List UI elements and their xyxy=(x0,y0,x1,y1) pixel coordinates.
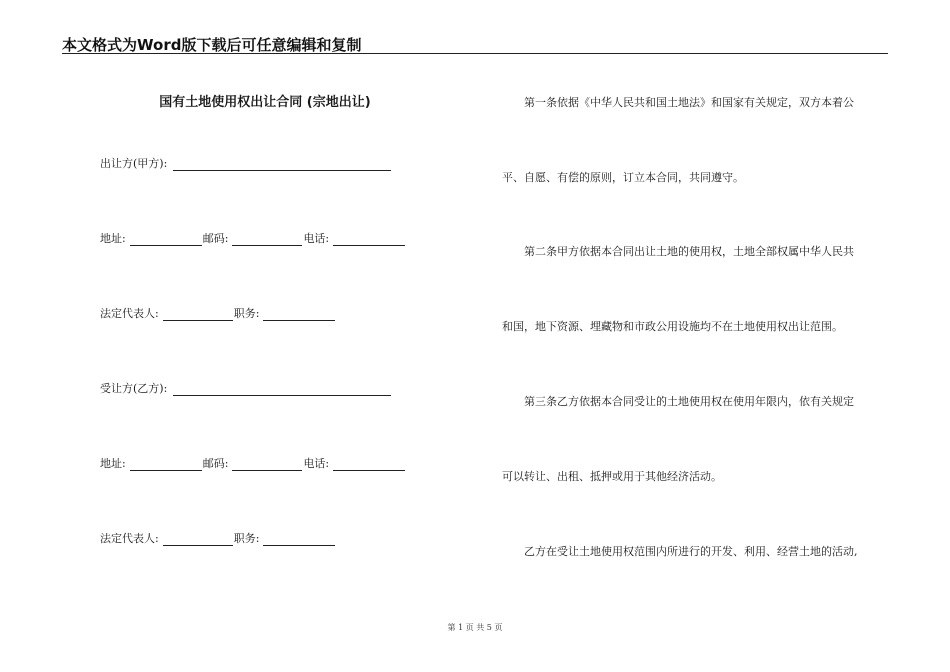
party-b-name-label: 受让方(乙方): xyxy=(100,382,168,395)
party-b-phone-label: 电话: xyxy=(303,457,330,470)
party-b-address-blank xyxy=(130,458,202,471)
party-b-postcode-blank xyxy=(232,458,302,471)
party-b-rep-row xyxy=(100,530,336,546)
paragraph-line: 第二条甲方依据本合同出让土地的使用权，土地全部权属中华人民共 xyxy=(524,245,854,258)
party-a-address-label: 地址: xyxy=(100,232,126,245)
party-b-contact-row xyxy=(100,455,406,471)
document-title: 国有土地使用权出让合同 (宗地出让) xyxy=(159,95,371,110)
party-a-rep-blank xyxy=(163,308,233,321)
party-b-title-blank xyxy=(263,533,335,546)
party-a-rep-label: 法定代表人: xyxy=(100,307,159,320)
party-a-title-label: 职务: xyxy=(233,307,260,320)
party-b-name-row xyxy=(100,380,392,396)
party-a-title-blank xyxy=(263,308,335,321)
paragraph-line: 平、自愿、有偿的原则，订立本合同，共同遵守。 xyxy=(502,171,744,184)
header-title: 本文格式为Word版下载后可任意编辑和复制 xyxy=(62,36,362,54)
party-b-name-blank xyxy=(173,383,391,396)
party-a-address-blank xyxy=(130,233,202,246)
paragraph-line: 和国，地下资源、埋藏物和市政公用设施均不在土地使用权出让范围。 xyxy=(502,320,843,333)
party-a-name-label: 出让方(甲方): xyxy=(100,157,168,170)
paragraph-line: 第三条乙方依据本合同受让的土地使用权在使用年限内，依有关规定 xyxy=(524,395,854,408)
party-b-phone-blank xyxy=(333,458,405,471)
party-b-rep-blank xyxy=(163,533,233,546)
paragraph-line: 乙方在受让土地使用权范围内所进行的开发、利用、经营土地的活动, xyxy=(524,545,858,558)
party-a-contact-row xyxy=(100,230,406,246)
party-b-rep-label: 法定代表人: xyxy=(100,532,159,545)
party-a-postcode-label: 邮码: xyxy=(202,232,229,245)
page-footer: 第 1 页 共 5 页 xyxy=(447,623,503,632)
party-b-postcode-label: 邮码: xyxy=(202,457,229,470)
party-b-address-label: 地址: xyxy=(100,457,126,470)
paragraph-line: 可以转让、出租、抵押或用于其他经济活动。 xyxy=(502,470,722,483)
party-a-name-row xyxy=(100,155,392,171)
party-a-phone-label: 电话: xyxy=(303,232,330,245)
party-a-postcode-blank xyxy=(232,233,302,246)
party-a-name-blank xyxy=(173,158,391,171)
party-a-phone-blank xyxy=(333,233,405,246)
party-a-rep-row xyxy=(100,305,336,321)
party-b-title-label: 职务: xyxy=(233,532,260,545)
header-rule xyxy=(62,53,888,54)
paragraph-line: 第一条依据《中华人民共和国土地法》和国家有关规定，双方本着公 xyxy=(524,96,854,109)
